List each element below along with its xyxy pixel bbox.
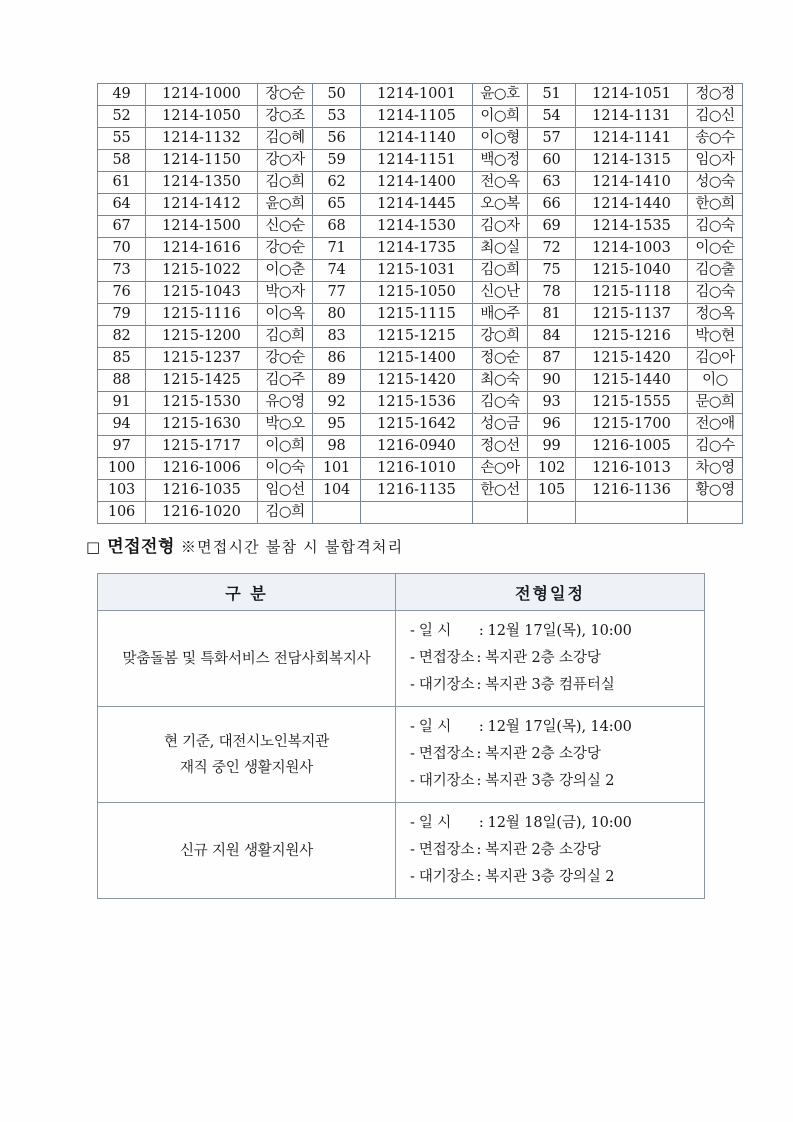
schedule-detail-line: [410, 837, 704, 864]
division-line: 맞춤돌봄 및 특화서비스 전담사회복지사: [122, 650, 371, 667]
applicant-cell-name: 최○숙: [473, 370, 528, 392]
interview-schedule-table: [97, 573, 705, 899]
applicant-cell-name: 김○숙: [473, 392, 528, 414]
applicant-cell-name: 윤○희: [258, 194, 313, 216]
applicant-cell-num: 64: [98, 194, 146, 216]
applicant-cell-name: 이○: [688, 370, 743, 392]
applicant-cell-num: 65: [313, 194, 361, 216]
applicant-cell-num: 72: [528, 238, 576, 260]
applicant-cell-num: 73: [98, 260, 146, 282]
applicant-cell-num: 98: [313, 436, 361, 458]
applicant-cell-phone: 1215-1115: [361, 304, 473, 326]
schedule-division-cell: [98, 707, 396, 803]
applicant-cell-phone: 1215-1642: [361, 414, 473, 436]
schedule-row: [98, 803, 705, 899]
applicant-cell-phone: 1214-1616: [146, 238, 258, 260]
colon-separator: :: [476, 746, 482, 762]
applicant-cell-name: 정○정: [688, 84, 743, 106]
applicant-cell-num: 81: [528, 304, 576, 326]
applicant-cell-phone: 1216-1035: [146, 480, 258, 502]
applicant-cell-name: 김○자: [473, 216, 528, 238]
applicant-cell-phone: 1215-1022: [146, 260, 258, 282]
applicant-cell-num: 71: [313, 238, 361, 260]
applicant-cell-num: 96: [528, 414, 576, 436]
schedule-field-value: 12월 18일(금), 10:00: [487, 815, 632, 831]
applicant-cell-name: 김○희: [258, 172, 313, 194]
schedule-detail-line: [410, 810, 704, 837]
schedule-field-value: 복지관 3층 강의실 2: [485, 869, 615, 885]
applicant-cell-num: 49: [98, 84, 146, 106]
applicant-cell-phone: 1214-1500: [146, 216, 258, 238]
schedule-division-cell: [98, 803, 396, 899]
table-row: [98, 304, 743, 326]
applicant-cell-name: 김○아: [688, 348, 743, 370]
applicant-cell-num: 50: [313, 84, 361, 106]
table-row: [98, 480, 743, 502]
applicant-cell-num: 82: [98, 326, 146, 348]
applicant-cell-name: 임○자: [688, 150, 743, 172]
schedule-detail-line: [410, 741, 704, 768]
applicant-cell-num: 95: [313, 414, 361, 436]
applicant-cell-num: 85: [98, 348, 146, 370]
division-line: 재직 중인 생활지원사: [179, 759, 314, 776]
applicant-cell-num: 62: [313, 172, 361, 194]
applicant-cell-phone: 1215-1630: [146, 414, 258, 436]
table-row: [98, 238, 743, 260]
applicant-cell-num: 89: [313, 370, 361, 392]
applicant-cell-name: 오○복: [473, 194, 528, 216]
applicant-cell-name: 배○주: [473, 304, 528, 326]
applicant-cell-phone: 1214-1735: [361, 238, 473, 260]
table-row: [98, 216, 743, 238]
section-note: ※면접시간 불참 시 불합격처리: [180, 538, 404, 556]
applicant-cell-num: 80: [313, 304, 361, 326]
applicant-cell-name: 백○정: [473, 150, 528, 172]
dash-marker: -: [410, 746, 415, 762]
schedule-table-head: [98, 574, 705, 611]
schedule-field-value: 복지관 2층 소강당: [485, 746, 601, 762]
applicant-list-table: [97, 83, 743, 524]
applicant-cell-name: 이○형: [473, 128, 528, 150]
applicant-cell-phone: 1214-1000: [146, 84, 258, 106]
applicant-cell-num: 97: [98, 436, 146, 458]
applicant-cell-name: 이○옥: [258, 304, 313, 326]
applicant-cell-phone: 1214-1151: [361, 150, 473, 172]
applicant-cell-num: 102: [528, 458, 576, 480]
table-row: [98, 458, 743, 480]
applicant-cell-name: 최○실: [473, 238, 528, 260]
applicant-cell-phone: 1215-1215: [361, 326, 473, 348]
applicant-cell-name: 박○오: [258, 414, 313, 436]
applicant-cell-name: 윤○호: [473, 84, 528, 106]
schedule-header-schedule: 전형일정: [396, 574, 705, 611]
applicant-cell-name: 차○영: [688, 458, 743, 480]
schedule-division-cell: [98, 611, 396, 707]
applicant-cell-num: 69: [528, 216, 576, 238]
applicant-cell-phone: 1214-1132: [146, 128, 258, 150]
applicant-cell-phone: 1214-1315: [576, 150, 688, 172]
applicant-cell-name: 정○선: [473, 436, 528, 458]
table-row: [98, 128, 743, 150]
applicant-cell-num: 105: [528, 480, 576, 502]
table-row: [98, 414, 743, 436]
table-row: [98, 370, 743, 392]
applicant-cell-name: 한○선: [473, 480, 528, 502]
applicant-cell-phone: 1216-1136: [576, 480, 688, 502]
applicant-cell-name: 김○희: [258, 502, 313, 524]
applicant-cell-name: 이○희: [473, 106, 528, 128]
applicant-cell-num: 74: [313, 260, 361, 282]
schedule-field-value: 복지관 2층 소강당: [485, 650, 601, 666]
schedule-row: [98, 707, 705, 803]
schedule-field-value: 복지관 3층 강의실 2: [485, 773, 615, 789]
applicant-cell-name: 성○숙: [688, 172, 743, 194]
applicant-cell-num: 88: [98, 370, 146, 392]
applicant-cell-num: 77: [313, 282, 361, 304]
applicant-cell-num: 66: [528, 194, 576, 216]
applicant-cell-num: 75: [528, 260, 576, 282]
applicant-cell-phone: [576, 502, 688, 524]
applicant-cell-phone: 1216-1013: [576, 458, 688, 480]
applicant-cell-phone: 1214-1150: [146, 150, 258, 172]
applicant-cell-name: 김○수: [688, 436, 743, 458]
applicant-cell-num: 56: [313, 128, 361, 150]
applicant-cell-phone: 1215-1717: [146, 436, 258, 458]
schedule-row: [98, 611, 705, 707]
schedule-field-label: 대기장소: [418, 677, 475, 693]
applicant-cell-phone: 1215-1116: [146, 304, 258, 326]
square-bullet-icon: □: [86, 538, 101, 556]
applicant-cell-name: 김○출: [688, 260, 743, 282]
colon-separator: :: [476, 773, 482, 789]
applicant-cell-name: 이○춘: [258, 260, 313, 282]
applicant-cell-num: 86: [313, 348, 361, 370]
schedule-table-body: [98, 611, 705, 899]
colon-separator: :: [478, 815, 484, 831]
schedule-detail-line: [410, 645, 704, 672]
applicant-cell-phone: 1215-1237: [146, 348, 258, 370]
dash-marker: -: [410, 842, 415, 858]
applicant-cell-name: 장○순: [258, 84, 313, 106]
applicant-list-table-container: [97, 83, 735, 524]
applicant-cell-num: [528, 502, 576, 524]
applicant-table-body: [98, 84, 743, 524]
applicant-cell-phone: 1214-1410: [576, 172, 688, 194]
applicant-cell-phone: 1214-1412: [146, 194, 258, 216]
applicant-cell-phone: 1214-1051: [576, 84, 688, 106]
applicant-cell-name: 성○금: [473, 414, 528, 436]
table-row: [98, 502, 743, 524]
applicant-cell-num: 76: [98, 282, 146, 304]
table-row: [98, 150, 743, 172]
applicant-cell-num: 55: [98, 128, 146, 150]
applicant-cell-phone: 1215-1440: [576, 370, 688, 392]
applicant-cell-phone: 1215-1420: [576, 348, 688, 370]
schedule-field-label: 대기장소: [418, 773, 475, 789]
interview-section-heading: [86, 536, 403, 558]
colon-separator: :: [478, 719, 484, 735]
colon-separator: :: [476, 869, 482, 885]
dash-marker: -: [410, 773, 415, 789]
schedule-detail-line: [410, 768, 704, 795]
dash-marker: -: [410, 650, 415, 666]
applicant-cell-phone: 1215-1425: [146, 370, 258, 392]
applicant-cell-name: 박○자: [258, 282, 313, 304]
applicant-cell-phone: 1215-1043: [146, 282, 258, 304]
applicant-cell-name: [688, 502, 743, 524]
applicant-cell-num: 59: [313, 150, 361, 172]
applicant-cell-phone: 1215-1536: [361, 392, 473, 414]
applicant-cell-phone: 1215-1031: [361, 260, 473, 282]
table-row: [98, 172, 743, 194]
applicant-cell-phone: 1215-1137: [576, 304, 688, 326]
table-row: [98, 106, 743, 128]
applicant-cell-phone: 1214-1400: [361, 172, 473, 194]
applicant-cell-name: 김○신: [688, 106, 743, 128]
applicant-cell-phone: 1216-1005: [576, 436, 688, 458]
applicant-cell-name: 박○현: [688, 326, 743, 348]
applicant-cell-num: 63: [528, 172, 576, 194]
schedule-field-value: 12월 17일(목), 14:00: [487, 719, 632, 735]
applicant-cell-phone: 1214-1141: [576, 128, 688, 150]
applicant-cell-name: [473, 502, 528, 524]
schedule-field-label: 대기장소: [418, 869, 475, 885]
dash-marker: -: [410, 869, 415, 885]
schedule-field-label: 일 시: [418, 719, 452, 735]
applicant-cell-phone: 1215-1118: [576, 282, 688, 304]
section-title: 면접전형: [107, 537, 175, 557]
interview-schedule-table-container: [97, 573, 698, 899]
schedule-field-value: 복지관 2층 소강당: [485, 842, 601, 858]
dash-marker: -: [410, 719, 415, 735]
applicant-cell-num: 58: [98, 150, 146, 172]
applicant-cell-num: [313, 502, 361, 524]
applicant-cell-phone: 1214-1350: [146, 172, 258, 194]
colon-separator: :: [476, 677, 482, 693]
applicant-cell-num: 83: [313, 326, 361, 348]
applicant-cell-num: 84: [528, 326, 576, 348]
applicant-cell-phone: 1214-1530: [361, 216, 473, 238]
applicant-cell-num: 54: [528, 106, 576, 128]
applicant-cell-name: 송○수: [688, 128, 743, 150]
applicant-cell-name: 정○옥: [688, 304, 743, 326]
applicant-cell-num: 87: [528, 348, 576, 370]
schedule-detail-line: [410, 864, 704, 891]
applicant-cell-name: 임○선: [258, 480, 313, 502]
division-line: 신규 지원 생활지원사: [179, 842, 314, 859]
applicant-cell-phone: 1216-1135: [361, 480, 473, 502]
applicant-cell-phone: 1214-1535: [576, 216, 688, 238]
applicant-cell-num: 90: [528, 370, 576, 392]
applicant-cell-num: 51: [528, 84, 576, 106]
schedule-detail-line: [410, 714, 704, 741]
applicant-cell-phone: 1214-1140: [361, 128, 473, 150]
table-row: [98, 392, 743, 414]
applicant-cell-name: 강○순: [258, 238, 313, 260]
applicant-cell-num: 104: [313, 480, 361, 502]
applicant-cell-num: 92: [313, 392, 361, 414]
applicant-cell-phone: [361, 502, 473, 524]
applicant-cell-num: 79: [98, 304, 146, 326]
applicant-cell-num: 106: [98, 502, 146, 524]
applicant-cell-num: 53: [313, 106, 361, 128]
applicant-cell-phone: 1216-0940: [361, 436, 473, 458]
applicant-cell-phone: 1215-1400: [361, 348, 473, 370]
applicant-cell-phone: 1216-1010: [361, 458, 473, 480]
colon-separator: :: [476, 842, 482, 858]
applicant-cell-phone: 1214-1001: [361, 84, 473, 106]
applicant-cell-phone: 1216-1006: [146, 458, 258, 480]
applicant-cell-num: 70: [98, 238, 146, 260]
applicant-cell-num: 68: [313, 216, 361, 238]
applicant-cell-num: 100: [98, 458, 146, 480]
schedule-detail-line: [410, 672, 704, 699]
applicant-cell-name: 강○순: [258, 348, 313, 370]
applicant-cell-phone: 1215-1420: [361, 370, 473, 392]
division-line: 현 기준, 대전시노인복지관: [163, 733, 330, 750]
applicant-cell-phone: 1215-1216: [576, 326, 688, 348]
dash-marker: -: [410, 815, 415, 831]
applicant-cell-phone: 1214-1440: [576, 194, 688, 216]
applicant-cell-name: 이○희: [258, 436, 313, 458]
applicant-cell-phone: 1214-1131: [576, 106, 688, 128]
applicant-cell-phone: 1214-1003: [576, 238, 688, 260]
applicant-cell-name: 손○아: [473, 458, 528, 480]
schedule-field-value: 복지관 3층 컴퓨터실: [485, 677, 615, 693]
applicant-cell-name: 황○영: [688, 480, 743, 502]
dash-marker: -: [410, 623, 415, 639]
applicant-cell-name: 강○희: [473, 326, 528, 348]
table-row: [98, 84, 743, 106]
applicant-cell-name: 이○순: [688, 238, 743, 260]
table-row: [98, 194, 743, 216]
applicant-cell-name: 이○숙: [258, 458, 313, 480]
applicant-cell-num: 99: [528, 436, 576, 458]
applicant-cell-phone: 1214-1445: [361, 194, 473, 216]
applicant-cell-num: 61: [98, 172, 146, 194]
applicant-cell-name: 강○조: [258, 106, 313, 128]
schedule-field-label: 일 시: [418, 623, 452, 639]
applicant-cell-num: 101: [313, 458, 361, 480]
table-row: [98, 326, 743, 348]
table-row: [98, 436, 743, 458]
applicant-cell-num: 52: [98, 106, 146, 128]
applicant-cell-name: 전○옥: [473, 172, 528, 194]
applicant-cell-phone: 1215-1700: [576, 414, 688, 436]
applicant-cell-name: 유○영: [258, 392, 313, 414]
colon-separator: :: [478, 623, 484, 639]
applicant-cell-phone: 1215-1200: [146, 326, 258, 348]
schedule-detail-line: [410, 618, 704, 645]
schedule-field-label: 면접장소: [418, 746, 475, 762]
schedule-field-value: 12월 17일(목), 10:00: [487, 623, 632, 639]
table-row: [98, 282, 743, 304]
applicant-cell-phone: 1215-1530: [146, 392, 258, 414]
applicant-cell-name: 김○희: [258, 326, 313, 348]
applicant-cell-name: 김○숙: [688, 282, 743, 304]
applicant-cell-name: 문○희: [688, 392, 743, 414]
applicant-cell-num: 93: [528, 392, 576, 414]
applicant-cell-name: 김○혜: [258, 128, 313, 150]
applicant-cell-phone: 1214-1050: [146, 106, 258, 128]
applicant-cell-phone: 1214-1105: [361, 106, 473, 128]
schedule-detail-cell: [396, 611, 705, 707]
applicant-cell-name: 정○순: [473, 348, 528, 370]
applicant-cell-num: 91: [98, 392, 146, 414]
table-row: [98, 348, 743, 370]
table-row: [98, 260, 743, 282]
applicant-cell-phone: 1215-1040: [576, 260, 688, 282]
dash-marker: -: [410, 677, 415, 693]
applicant-cell-name: 신○난: [473, 282, 528, 304]
schedule-header-division: 구 분: [98, 574, 396, 611]
applicant-cell-num: 67: [98, 216, 146, 238]
applicant-cell-name: 강○자: [258, 150, 313, 172]
schedule-detail-cell: [396, 803, 705, 899]
applicant-cell-num: 60: [528, 150, 576, 172]
applicant-cell-name: 김○숙: [688, 216, 743, 238]
applicant-cell-name: 김○희: [473, 260, 528, 282]
applicant-cell-phone: 1215-1050: [361, 282, 473, 304]
applicant-cell-num: 103: [98, 480, 146, 502]
applicant-cell-name: 한○희: [688, 194, 743, 216]
applicant-cell-name: 김○주: [258, 370, 313, 392]
applicant-cell-phone: 1215-1555: [576, 392, 688, 414]
schedule-field-label: 면접장소: [418, 842, 475, 858]
applicant-cell-phone: 1216-1020: [146, 502, 258, 524]
schedule-field-label: 면접장소: [418, 650, 475, 666]
applicant-cell-num: 78: [528, 282, 576, 304]
schedule-detail-cell: [396, 707, 705, 803]
schedule-header-row: [98, 574, 705, 611]
applicant-cell-num: 94: [98, 414, 146, 436]
colon-separator: :: [476, 650, 482, 666]
applicant-cell-name: 전○애: [688, 414, 743, 436]
applicant-cell-name: 신○순: [258, 216, 313, 238]
applicant-cell-num: 57: [528, 128, 576, 150]
schedule-field-label: 일 시: [418, 815, 452, 831]
